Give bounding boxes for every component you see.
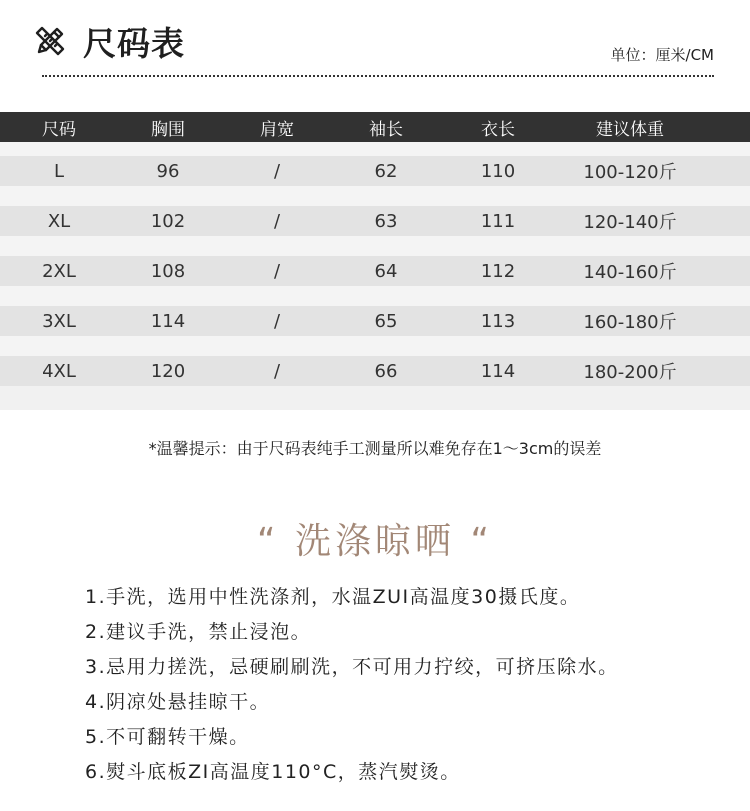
table-cell: 66 bbox=[374, 360, 398, 382]
table-cell: 65 bbox=[374, 310, 398, 332]
list-item: 4.阴凉处悬挂晾干。 bbox=[85, 691, 271, 713]
row-spacer bbox=[0, 386, 750, 410]
wash-instructions bbox=[85, 582, 619, 792]
table-cell: 110 bbox=[480, 160, 516, 182]
table-cell: 63 bbox=[374, 210, 398, 232]
table-row bbox=[0, 306, 750, 336]
wash-section-title: “ 洗涤晾晒 “ bbox=[256, 521, 494, 562]
row-spacer bbox=[0, 286, 750, 306]
ruler-pencil-icon bbox=[33, 24, 67, 58]
table-cell: 62 bbox=[374, 160, 398, 182]
column-header: 尺码 bbox=[42, 119, 76, 140]
table-cell: 108 bbox=[150, 260, 186, 282]
table-cell: 140-160斤 bbox=[583, 262, 677, 283]
table-cell: 4XL bbox=[42, 360, 76, 382]
list-item: 3.忌用力搓洗，忌硬刷刷洗，不可用力拧绞，可挤压除水。 bbox=[85, 656, 619, 678]
column-header: 肩宽 bbox=[260, 119, 294, 140]
table-cell: 113 bbox=[480, 310, 516, 332]
table-row bbox=[0, 356, 750, 386]
list-item: 2.建议手洗，禁止浸泡。 bbox=[85, 621, 312, 643]
table-cell: 96 bbox=[156, 160, 180, 182]
list-item: 6.熨斗底板ZI高温度110°C，蒸汽熨烫。 bbox=[85, 761, 461, 783]
measurement-note: *温馨提示：由于尺码表纯手工测量所以难免存在1～3cm的误差 bbox=[148, 439, 602, 458]
page-title: 尺码表 bbox=[83, 24, 185, 63]
table-row bbox=[0, 206, 750, 236]
table-cell: 112 bbox=[480, 260, 516, 282]
row-spacer bbox=[0, 236, 750, 256]
list-item: 1.手洗，选用中性洗涤剂，水温ZUI高温度30摄氏度。 bbox=[85, 586, 581, 608]
column-header: 袖长 bbox=[369, 119, 403, 140]
table-row bbox=[0, 256, 750, 286]
table-cell: 114 bbox=[480, 360, 516, 382]
row-spacer bbox=[0, 186, 750, 206]
table-cell: 180-200斤 bbox=[583, 362, 677, 383]
row-spacer bbox=[0, 142, 750, 156]
table-cell: 3XL bbox=[42, 310, 76, 332]
table-cell: L bbox=[53, 160, 65, 182]
column-header: 衣长 bbox=[481, 119, 515, 140]
table-cell: / bbox=[273, 260, 281, 282]
table-cell: 111 bbox=[480, 210, 516, 232]
table-cell: XL bbox=[47, 210, 71, 232]
column-header: 建议体重 bbox=[596, 119, 664, 140]
table-cell: 102 bbox=[150, 210, 186, 232]
table-cell: 64 bbox=[374, 260, 398, 282]
size-table bbox=[0, 112, 750, 410]
table-cell: 120 bbox=[150, 360, 186, 382]
table-row bbox=[0, 156, 750, 186]
table-cell: 114 bbox=[150, 310, 186, 332]
table-cell: / bbox=[273, 360, 281, 382]
list-item: 5.不可翻转干燥。 bbox=[85, 726, 250, 748]
divider bbox=[42, 75, 714, 77]
row-spacer bbox=[0, 336, 750, 356]
column-header: 胸围 bbox=[151, 119, 185, 140]
unit-label: 单位：厘米/CM bbox=[610, 46, 714, 64]
table-cell: 160-180斤 bbox=[583, 312, 677, 333]
table-cell: / bbox=[273, 210, 281, 232]
table-cell: / bbox=[273, 160, 281, 182]
table-cell: / bbox=[273, 310, 281, 332]
table-header bbox=[0, 112, 750, 142]
table-cell: 2XL bbox=[42, 260, 76, 282]
table-cell: 100-120斤 bbox=[583, 162, 677, 183]
table-cell: 120-140斤 bbox=[583, 212, 677, 233]
